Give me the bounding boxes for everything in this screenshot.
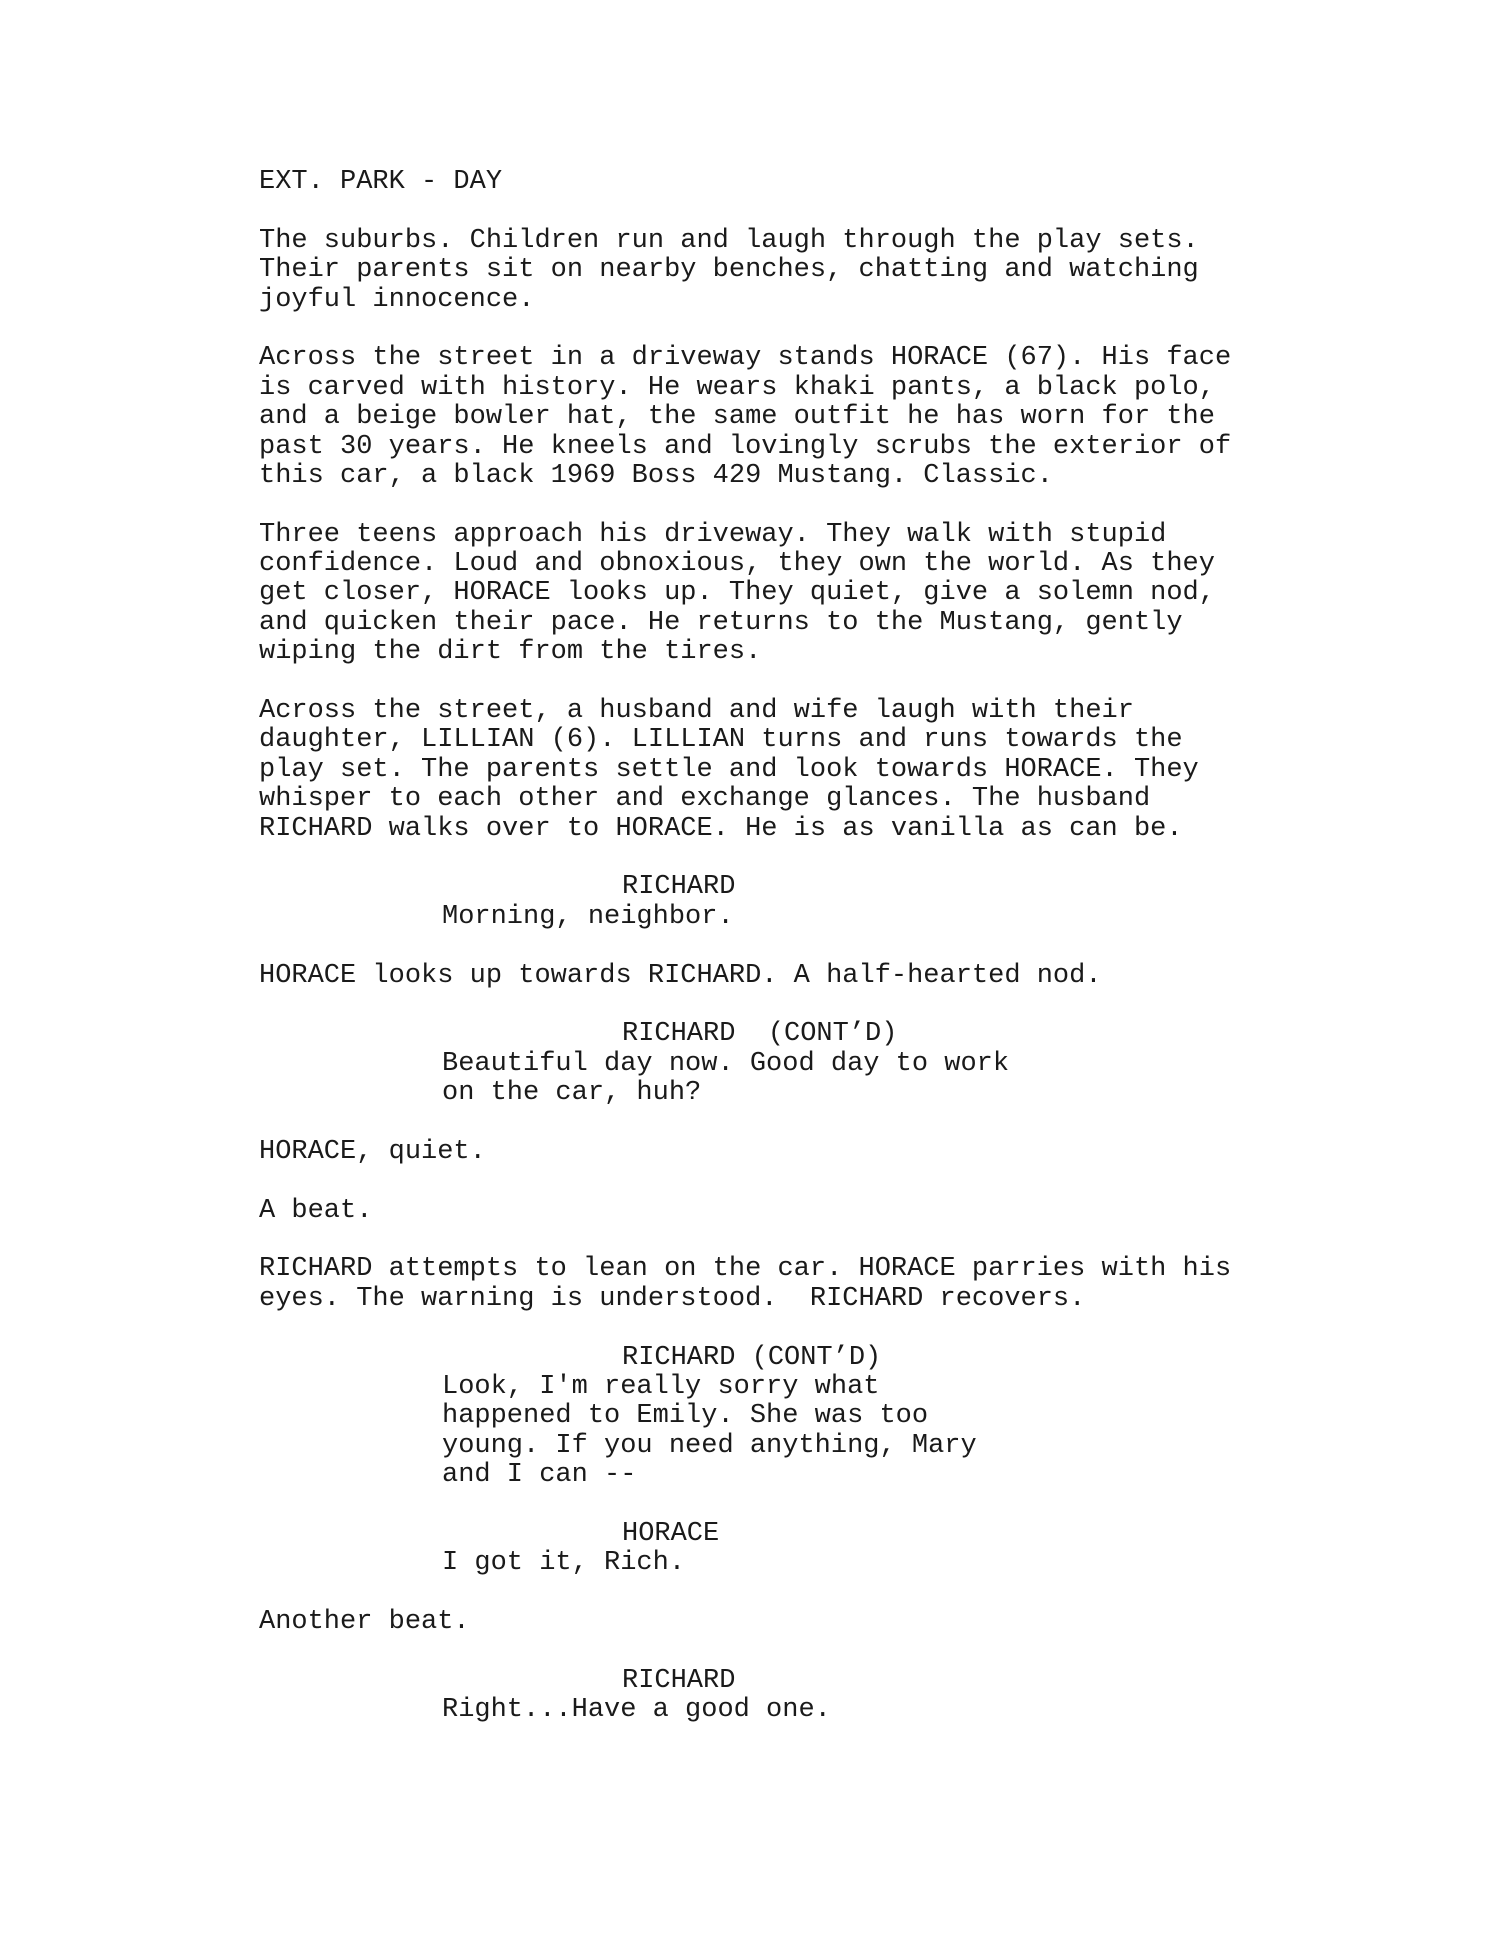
dialogue-block xyxy=(259,1020,1409,1108)
action-line: Three teens approach his driveway. They walk with stupid xyxy=(259,519,1167,550)
character-cue: RICHARD xyxy=(622,872,736,903)
action-line: play set. The parents settle and look towards HORACE. They xyxy=(259,754,1199,785)
action-block xyxy=(259,1197,1409,1226)
action-line: RICHARD attempts to lean on the car. HORACE parries with his xyxy=(259,1254,1232,1285)
character-cue: RICHARD (CONT’D) xyxy=(622,1342,882,1373)
action-line: this car, a black 1969 Boss 429 Mustang. Classic. xyxy=(259,460,1053,491)
action-line: wiping the dirt from the tires. xyxy=(259,637,762,668)
dialogue-line: Look, I'm really sorry what xyxy=(442,1372,880,1403)
action-line: A beat. xyxy=(259,1195,373,1226)
action-line: joyful innocence. xyxy=(259,284,535,315)
dialogue-line: on the car, huh? xyxy=(442,1078,702,1109)
action-block xyxy=(259,962,1409,991)
action-block xyxy=(259,1608,1409,1637)
dialogue-block xyxy=(259,1344,1409,1491)
action-line: Across the street in a driveway stands HORACE (67). His face xyxy=(259,343,1232,374)
character-cue: RICHARD xyxy=(622,1665,736,1696)
character-cue: RICHARD (CONT’D) xyxy=(622,1019,898,1050)
action-line: Another beat. xyxy=(259,1607,470,1638)
action-line: Across the street, a husband and wife laugh with their xyxy=(259,696,1134,727)
action-line: Their parents sit on nearby benches, chatting and watching xyxy=(259,255,1199,286)
action-block xyxy=(259,227,1409,315)
action-block xyxy=(259,521,1409,668)
screenplay-body xyxy=(259,168,1409,1755)
action-line: daughter, LILLIAN (6). LILLIAN turns and runs towards the xyxy=(259,725,1183,756)
action-line: and quicken their pace. He returns to the Mustang, gently xyxy=(259,607,1183,638)
action-block xyxy=(259,1255,1409,1314)
dialogue-block xyxy=(259,1520,1409,1579)
action-line: The suburbs. Children run and laugh through the play sets. xyxy=(259,225,1199,256)
action-line: eyes. The warning is understood. RICHARD recovers. xyxy=(259,1283,1086,1314)
action-line: is carved with history. He wears khaki pants, a black polo, xyxy=(259,372,1215,403)
scene-heading: EXT. PARK - DAY xyxy=(259,167,503,197)
dialogue-line: happened to Emily. She was too xyxy=(442,1401,929,1432)
action-line: HORACE looks up towards RICHARD. A half-hearted nod. xyxy=(259,960,1102,991)
action-block xyxy=(259,697,1409,844)
action-line: get closer, HORACE looks up. They quiet, give a solemn nod, xyxy=(259,578,1215,609)
action-line: and a beige bowler hat, the same outfit he has worn for the xyxy=(259,402,1215,433)
action-line: HORACE, quiet. xyxy=(259,1136,486,1167)
scene-heading-block xyxy=(259,168,1409,197)
action-line: RICHARD walks over to HORACE. He is as vanilla as can be. xyxy=(259,813,1183,844)
character-cue: HORACE xyxy=(622,1518,720,1549)
dialogue-line: I got it, Rich. xyxy=(442,1548,686,1579)
action-line: whisper to each other and exchange glances. The husband xyxy=(259,784,1151,815)
action-line: past 30 years. He kneels and lovingly scrubs the exterior of xyxy=(259,431,1232,462)
dialogue-line: young. If you need anything, Mary xyxy=(442,1430,977,1461)
dialogue-block xyxy=(259,1667,1409,1726)
dialogue-line: Morning, neighbor. xyxy=(442,901,734,932)
action-block xyxy=(259,344,1409,491)
dialogue-line: and I can -- xyxy=(442,1460,637,1491)
action-block xyxy=(259,1138,1409,1167)
dialogue-line: Right...Have a good one. xyxy=(442,1695,831,1726)
action-line: confidence. Loud and obnoxious, they own the world. As they xyxy=(259,549,1215,580)
dialogue-line: Beautiful day now. Good day to work xyxy=(442,1048,1010,1079)
dialogue-block xyxy=(259,873,1409,932)
